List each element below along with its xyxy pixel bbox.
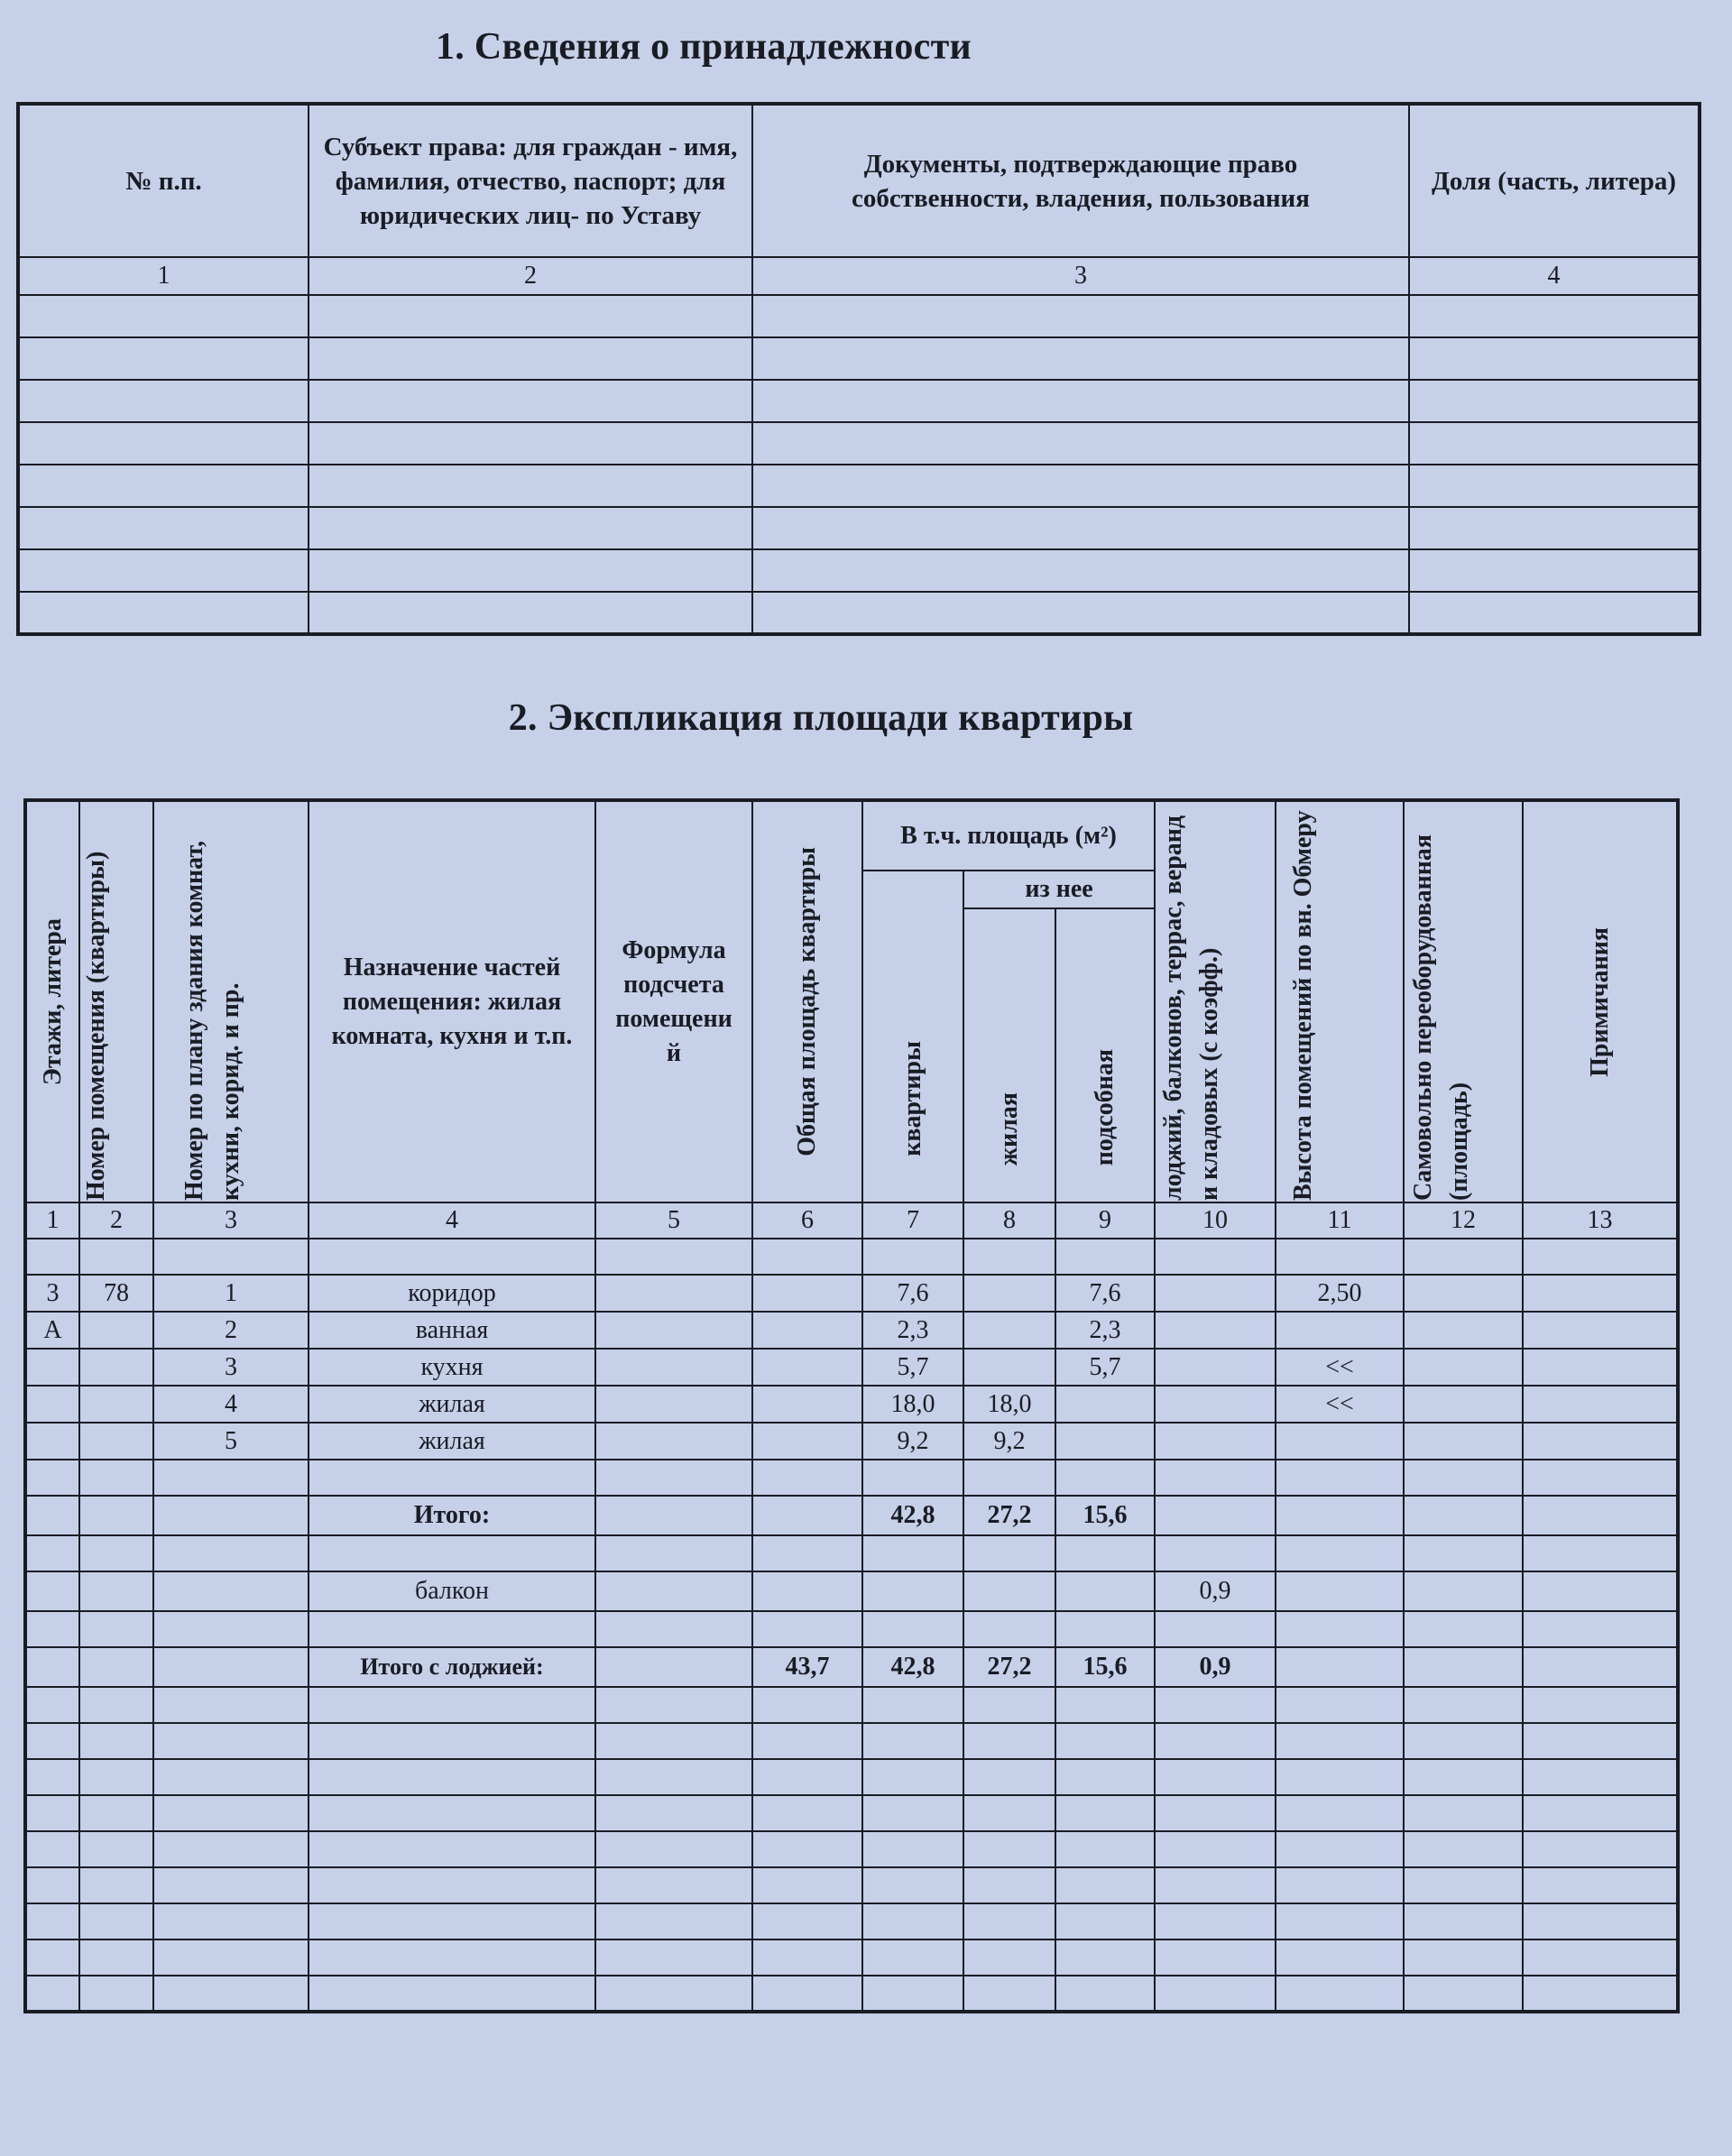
header-apartment-area: квартиры (898, 1041, 926, 1156)
cell-floor (25, 1386, 79, 1423)
empty-row (25, 1976, 1678, 2012)
empty-row (25, 1687, 1678, 1723)
col-number: 9 (1055, 1202, 1155, 1239)
total-with-loggia-row (25, 1647, 1678, 1687)
header-total-area: Общая площадь квартиры (793, 847, 821, 1156)
cell-purpose: жилая (309, 1386, 595, 1423)
cell-height: << (1276, 1349, 1404, 1386)
col-number: 2 (309, 257, 752, 295)
col-number: 11 (1276, 1202, 1404, 1239)
ownership-table (16, 102, 1701, 636)
cell-floor: 3 (25, 1275, 79, 1312)
cell-floor: А (25, 1312, 79, 1349)
col-number: 2 (79, 1202, 153, 1239)
empty-row (18, 549, 1700, 592)
total-loggia-overall: 43,7 (752, 1647, 862, 1687)
total-auxiliary: 15,6 (1055, 1496, 1155, 1535)
total-label: Итого: (309, 1496, 595, 1535)
table-row (25, 1386, 1678, 1423)
total-loggia-balcony: 0,9 (1155, 1647, 1276, 1687)
cell-auxiliary: 5,7 (1055, 1349, 1155, 1386)
cell-auxiliary (1055, 1386, 1155, 1423)
empty-row (25, 1795, 1678, 1831)
header-area-group: В т.ч. площадь (м²) (862, 800, 1155, 871)
col-number: 3 (153, 1202, 309, 1239)
balcony-area: 0,9 (1155, 1571, 1276, 1611)
total-loggia-apartment: 42,8 (862, 1647, 963, 1687)
cell-plan: 2 (153, 1312, 309, 1349)
cell-purpose: ванная (309, 1312, 595, 1349)
cell-apartment-area: 2,3 (862, 1312, 963, 1349)
empty-row (25, 1867, 1678, 1903)
empty-row (25, 1611, 1678, 1647)
empty-row (25, 1239, 1678, 1275)
cell-plan: 1 (153, 1275, 309, 1312)
cell-apartment (79, 1386, 153, 1423)
cell-apartment (79, 1349, 153, 1386)
balcony-row (25, 1571, 1678, 1611)
total-living: 27,2 (963, 1496, 1055, 1535)
header-loggias: лоджий, балконов, террас, веранд и кладовых (с коэфф.) (1159, 815, 1223, 1201)
header-share: Доля (часть, литера) (1409, 104, 1700, 257)
total-row (25, 1496, 1678, 1535)
total-apartment-area: 42,8 (862, 1496, 963, 1535)
cell-living (963, 1312, 1055, 1349)
section1-title: 1. Сведения о принадлежности (435, 26, 972, 68)
col-number: 1 (18, 257, 309, 295)
col-number: 10 (1155, 1202, 1276, 1239)
cell-floor (25, 1423, 79, 1460)
header-documents: Документы, подтверждающие право собственности, владения, пользования (752, 104, 1409, 257)
table-row (25, 1312, 1678, 1349)
cell-apartment (79, 1312, 153, 1349)
empty-row (18, 507, 1700, 549)
table-row (25, 1423, 1678, 1460)
cell-auxiliary: 2,3 (1055, 1312, 1155, 1349)
cell-purpose: коридор (309, 1275, 595, 1312)
cell-height (1276, 1312, 1404, 1349)
empty-row (25, 1460, 1678, 1496)
header-apartment-number: Номер помещения (квартиры) (82, 851, 110, 1201)
header-subject: Субъект права: для граждан - имя, фамилия, отчество, паспорт; для юридических лиц- по Уставу (309, 104, 752, 257)
cell-plan: 3 (153, 1349, 309, 1386)
cell-height: << (1276, 1386, 1404, 1423)
header-living: жилая (995, 1092, 1023, 1166)
header-purpose: Назначение частей помещения: жилая комната, кухня и т.п. (309, 800, 595, 1202)
header-formula: Формула подсчета помещени й (595, 800, 752, 1202)
col-number: 3 (752, 257, 1409, 295)
balcony-label: балкон (309, 1571, 595, 1611)
section2-title: 2. Экспликация площади квартиры (508, 697, 1134, 739)
cell-living (963, 1275, 1055, 1312)
header-auxiliary: подсобная (1091, 1048, 1119, 1166)
cell-floor (25, 1349, 79, 1386)
cell-apartment-area: 5,7 (862, 1349, 963, 1386)
cell-apartment-area: 18,0 (862, 1386, 963, 1423)
col-number: 4 (309, 1202, 595, 1239)
cell-purpose: кухня (309, 1349, 595, 1386)
header-unauthorized: Самовольно переоборудованная (площадь) (1409, 834, 1473, 1201)
cell-living: 9,2 (963, 1423, 1055, 1460)
cell-height (1276, 1423, 1404, 1460)
empty-row (25, 1939, 1678, 1976)
cell-height: 2,50 (1276, 1275, 1404, 1312)
cell-apartment-area: 9,2 (862, 1423, 963, 1460)
cell-apartment: 78 (79, 1275, 153, 1312)
cell-living: 18,0 (963, 1386, 1055, 1423)
col-number: 13 (1523, 1202, 1678, 1239)
col-number: 4 (1409, 257, 1700, 295)
empty-row (25, 1535, 1678, 1571)
empty-row (18, 422, 1700, 465)
col-number: 1 (25, 1202, 79, 1239)
header-plan-number: Номер по плану здания комнат, кухни, корид. и пр. (180, 840, 244, 1201)
col-number: 12 (1404, 1202, 1523, 1239)
explication-table (23, 798, 1680, 2013)
empty-row (18, 295, 1700, 337)
empty-row (25, 1903, 1678, 1939)
cell-living (963, 1349, 1055, 1386)
header-height: Высота помещений по вн. Обмеру (1289, 809, 1317, 1201)
cell-apartment-area: 7,6 (862, 1275, 963, 1312)
header-number: № п.п. (18, 104, 309, 257)
cell-plan: 5 (153, 1423, 309, 1460)
cell-purpose: жилая (309, 1423, 595, 1460)
col-number: 7 (862, 1202, 963, 1239)
total-loggia-living: 27,2 (963, 1647, 1055, 1687)
col-number: 8 (963, 1202, 1055, 1239)
table-row (25, 1349, 1678, 1386)
header-of-which: из нее (963, 871, 1155, 908)
table-row (25, 1275, 1678, 1312)
total-loggia-label: Итого с лоджией: (309, 1647, 595, 1687)
total-loggia-auxiliary: 15,6 (1055, 1647, 1155, 1687)
cell-plan: 4 (153, 1386, 309, 1423)
empty-row (18, 465, 1700, 507)
cell-auxiliary (1055, 1423, 1155, 1460)
empty-row (25, 1723, 1678, 1759)
header-floor: Этажи, литера (38, 917, 67, 1086)
empty-row (18, 337, 1700, 380)
empty-row (18, 380, 1700, 422)
empty-row (25, 1759, 1678, 1795)
header-notes: Примичания (1585, 926, 1614, 1077)
col-number: 6 (752, 1202, 862, 1239)
cell-apartment (79, 1423, 153, 1460)
col-number: 5 (595, 1202, 752, 1239)
empty-row (25, 1831, 1678, 1867)
empty-row (18, 592, 1700, 634)
cell-auxiliary: 7,6 (1055, 1275, 1155, 1312)
